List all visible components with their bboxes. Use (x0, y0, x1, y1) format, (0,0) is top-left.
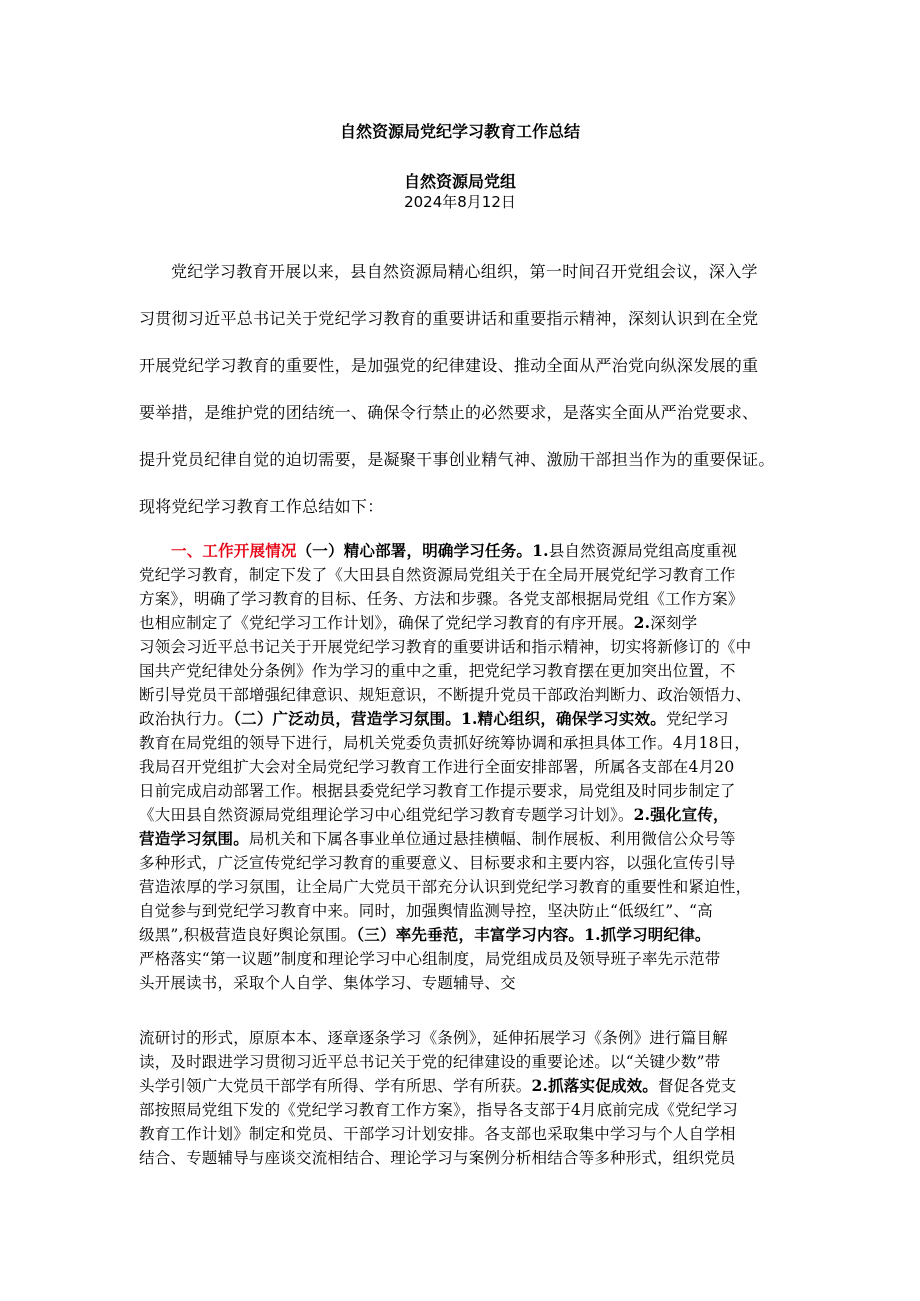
subheading-1: （一）精心部署，明确学习任务。1. (296, 541, 549, 560)
subheading-3: （三）率先垂范，丰富学习内容。1.抓学习明纪律。 (356, 925, 711, 944)
body-line-25: 结合、专题辅导与座谈交流相结合、理论学习与案例分析相结合等多种形式，组织党员 (139, 1149, 736, 1167)
document-date: 2024年8月12日 (404, 193, 516, 211)
body-line-8: 政治执行力。（二）广泛动员，营造学习氛围。1.精心组织，确保学习实效。党纪学习 (139, 709, 729, 728)
document-title: 自然资源局党纪学习教育工作总结 (339, 122, 580, 141)
body-line-16: 自觉参与到党纪学习教育中来。同时，加强舆情监测导控，坚决防止“低级红”、“高 (139, 902, 713, 920)
intro-line-2: 习贯彻习近平总书记关于党纪学习教育的重要讲话和重要指示精神，深刻认识到在全党 (139, 309, 759, 328)
intro-line-3: 开展党纪学习教育的重要性，是加强党的纪律建设、推动全面从严治党向纵深发展的重 (139, 356, 759, 375)
document-org: 自然资源局党组 (403, 172, 516, 191)
body-line-7: 断引导党员干部增强纪律意识、规矩意识，不断提升党员干部政治判断力、政治领悟力、 (139, 686, 752, 704)
intro-line-5: 提升党员纪律自觉的迫切需要，是凝聚干事创业精气神、激励干部担当作为的重要保证。 (139, 450, 775, 469)
body-line-11: 日前完成启动部署工作。根据县委党纪学习教育工作提示要求，局党组及时同步制定了 (139, 782, 736, 800)
body-line-13: 营造学习氛围。局机关和下属各事业单位通过悬挂横幅、制作展板、利用微信公众号等 (139, 829, 736, 848)
subheading-2: （二）广泛动员，营造学习氛围。1.精心组织，确保学习实效。 (233, 709, 666, 728)
body-line-5: 习领会习近平总书记关于开展党纪学习教育的重要讲话和指示精神，切实将新修订的《中 (139, 638, 752, 656)
body-line-17: 级黑”,积极营造良好舆论氛围。（三）率先垂范，丰富学习内容。1.抓学习明纪律。 (139, 925, 711, 944)
body-line-2: 党纪学习教育，制定下发了《大田县自然资源局党组关于在全局开展党纪学习教育工作 (139, 566, 736, 584)
body-line-1: 一、工作开展情况（一）精心部署，明确学习任务。1.县自然资源局党组高度重视 (171, 541, 738, 560)
body-line-18: 严格落实“第一议题”制度和理论学习中心组制度，局党组成员及领导班子率先示范带 (139, 950, 721, 968)
section-heading-1: 一、工作开展情况 (171, 541, 297, 560)
body-line-4: 也相应制定了《党纪学习工作计划》，确保了党纪学习教育的有序开展。2.深刻学 (139, 613, 698, 632)
body-line-14: 多种形式，广泛宣传党纪学习教育的重要意义、目标要求和主要内容，以强化宣传引导 (139, 854, 736, 872)
body-line-6: 国共产党纪律处分条例》作为学习的重中之重，把党纪学习教育摆在更加突出位置，不 (139, 662, 736, 680)
intro-line-1: 党纪学习教育开展以来，县自然资源局精心组织，第一时间召开党组会议，深入学 (171, 262, 758, 281)
body-line-20: 流研讨的形式，原原本本、逐章逐条学习《条例》，延伸拓展学习《条例》进行篇目解 (139, 1029, 728, 1047)
body-line-21: 读，及时跟进学习贯彻习近平总书记关于党的纪律建设的重要论述。以“关键少数”带 (139, 1053, 721, 1071)
intro-line-6: 现将党纪学习教育工作总结如下： (139, 497, 384, 516)
body-line-9: 教育在局党组的领导下进行，局机关党委负责抓好统筹协调和承担具体工作。4月18日， (139, 734, 751, 752)
body-line-23: 部按照局党组下发的《党纪学习教育工作方案》，指导各支部于4月底前完成《党纪学习 (139, 1101, 738, 1119)
body-line-12: 《大田县自然资源局党组理论学习中心组党纪学习教育专题学习计划》。2.强化宣传， (139, 805, 729, 824)
body-line-22: 头学引领广大党员干部学有所得、学有所思、学有所获。2.抓落实促成效。督促各党支 (139, 1076, 737, 1095)
body-line-10: 我局召开党组扩大会对全局党纪学习教育工作进行全面安排部署，所属各支部在4月20 (139, 758, 735, 776)
body-line-24: 教育工作计划》制定和党员、干部学习计划安排。各支部也采取集中学习与个人自学相 (139, 1125, 736, 1143)
intro-line-4: 要举措，是维护党的团结统一、确保令行禁止的必然要求，是落实全面从严治党要求、 (139, 403, 759, 422)
body-line-15: 营造浓厚的学习氛围，让全局广大党员干部充分认识到党纪学习教育的重要性和紧迫性， (139, 878, 752, 896)
body-line-3: 方案》，明确了学习教育的目标、任务、方法和步骤。各党支部根据局党组《工作方案》 (139, 590, 744, 608)
body-line-19: 头开展读书，采取个人自学、集体学习、专题辅导、交 (139, 974, 516, 992)
